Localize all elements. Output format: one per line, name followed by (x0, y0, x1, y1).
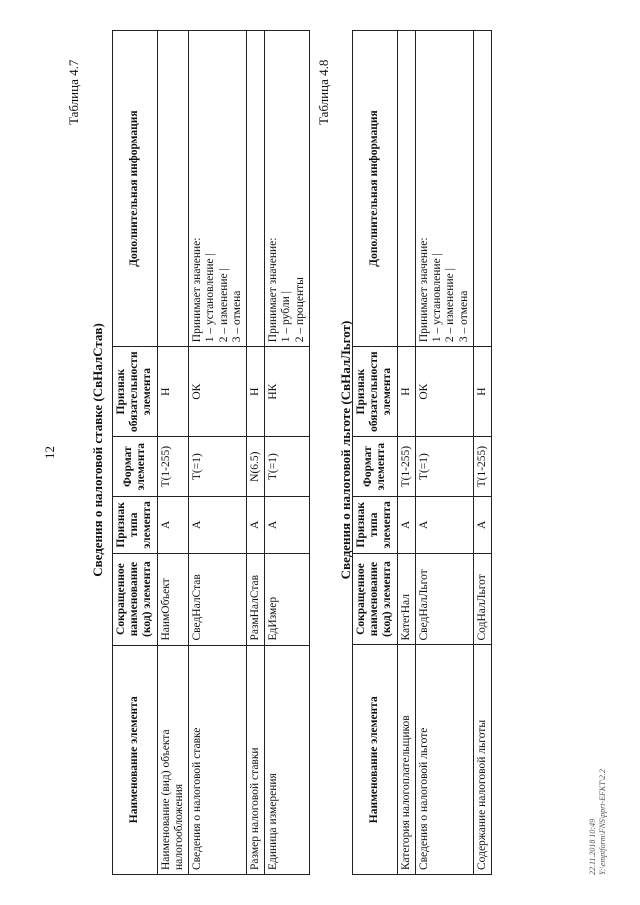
cell-type: А (189, 497, 247, 553)
cell-type: А (265, 497, 310, 553)
cell-name: Размер налоговой ставки (246, 645, 264, 874)
cell-name: Сведения о налоговой ставке (189, 645, 247, 874)
cell-format: N(6.5) (246, 437, 264, 497)
cell-name: Содержание налоговой льготы (473, 645, 491, 875)
cell-code: СодНалЛьгот (473, 553, 491, 645)
cell-required: ОК (189, 347, 247, 437)
table-row (473, 31, 491, 875)
cell-format: T(1-255) (473, 437, 491, 497)
col-header-info: Дополнительная информация (353, 31, 398, 347)
cell-format: T(1-255) (397, 437, 415, 497)
table-4-8-label: Таблица 4.8 (316, 59, 331, 125)
table-row (189, 31, 247, 875)
table-row (246, 31, 264, 875)
col-header-type: Признак типа элемента (113, 497, 158, 553)
cell-name: Сведения о налоговой льготе (415, 645, 473, 875)
table-4-7-title: Сведения о налоговой ставке (СвНалСтав) (90, 323, 105, 577)
stamp-date: 22.11.2018 10:49 (588, 818, 597, 875)
cell-code: КатегНал (397, 553, 415, 645)
cell-code: СведНалЛьгот (415, 553, 473, 645)
col-header-format: Формат элемента (113, 437, 158, 497)
cell-name: Наименование (вид) объекта налогообложения (157, 645, 188, 874)
cell-info: Принимает значение: 1 – рубли | 2 – проценты (265, 31, 310, 347)
table-row (265, 31, 310, 875)
cell-info (157, 31, 188, 347)
col-header-code: Сокращенное наименование (код) элемента (113, 553, 158, 645)
cell-info: Принимает значение: 1 – установление | 2 – изменение | 3 – отмена (189, 31, 247, 347)
cell-code: НаимОбъект (157, 553, 188, 645)
cell-name: Единица измерения (265, 645, 310, 874)
cell-name: Категория налогоплательщиков (397, 645, 415, 875)
cell-required: Н (473, 347, 491, 437)
col-header-type: Признак типа элемента (353, 497, 398, 553)
cell-required: Н (397, 347, 415, 437)
col-header-required: Признак обязательности элемента (353, 347, 398, 437)
col-header-name: Наименование элемента (113, 645, 158, 874)
cell-format: T(1-255) (157, 437, 188, 497)
cell-info (246, 31, 264, 347)
cell-type: А (246, 497, 264, 553)
cell-info: Принимает значение: 1 – установление | 2 – изменение | 3 – отмена (415, 31, 473, 347)
cell-required: Н (246, 347, 264, 437)
cell-code: РазмНалСтав (246, 553, 264, 645)
cell-info (473, 31, 491, 347)
cell-required: ОК (415, 347, 473, 437)
col-header-code: Сокращенное наименование (код) элемента (353, 553, 398, 645)
table-row (397, 31, 415, 875)
cell-code: СведНалСтав (189, 553, 247, 645)
table-4-7 (112, 30, 310, 875)
cell-required: НК (265, 347, 310, 437)
table-row (157, 31, 188, 875)
table-4-7-label: Таблица 4.7 (66, 59, 81, 125)
col-header-format: Формат элемента (353, 437, 398, 497)
file-stamp (588, 769, 607, 875)
cell-required: Н (157, 347, 188, 437)
cell-type: А (157, 497, 188, 553)
cell-format: T(=1) (415, 437, 473, 497)
cell-format: T(=1) (189, 437, 247, 497)
cell-type: А (473, 497, 491, 553)
cell-type: А (397, 497, 415, 553)
table-4-8 (352, 30, 492, 875)
cell-code: ЕдИзмер (265, 553, 310, 645)
stamp-path: Y:\emptform\FNS\pprt-EFKT\2.2 (597, 769, 607, 875)
table-row (415, 31, 473, 875)
table-4-8-title: Сведения о налоговой льготе (СвНалЛьгот) (338, 320, 353, 580)
cell-type: А (415, 497, 473, 553)
cell-format: T(=1) (265, 437, 310, 497)
col-header-name: Наименование элемента (353, 645, 398, 875)
table-header-row (113, 31, 158, 875)
page-number: 12 (42, 446, 57, 459)
col-header-info: Дополнительная информация (113, 31, 158, 347)
table-header-row (353, 31, 398, 875)
cell-info (397, 31, 415, 347)
col-header-required: Признак обязательности элемента (113, 347, 158, 437)
